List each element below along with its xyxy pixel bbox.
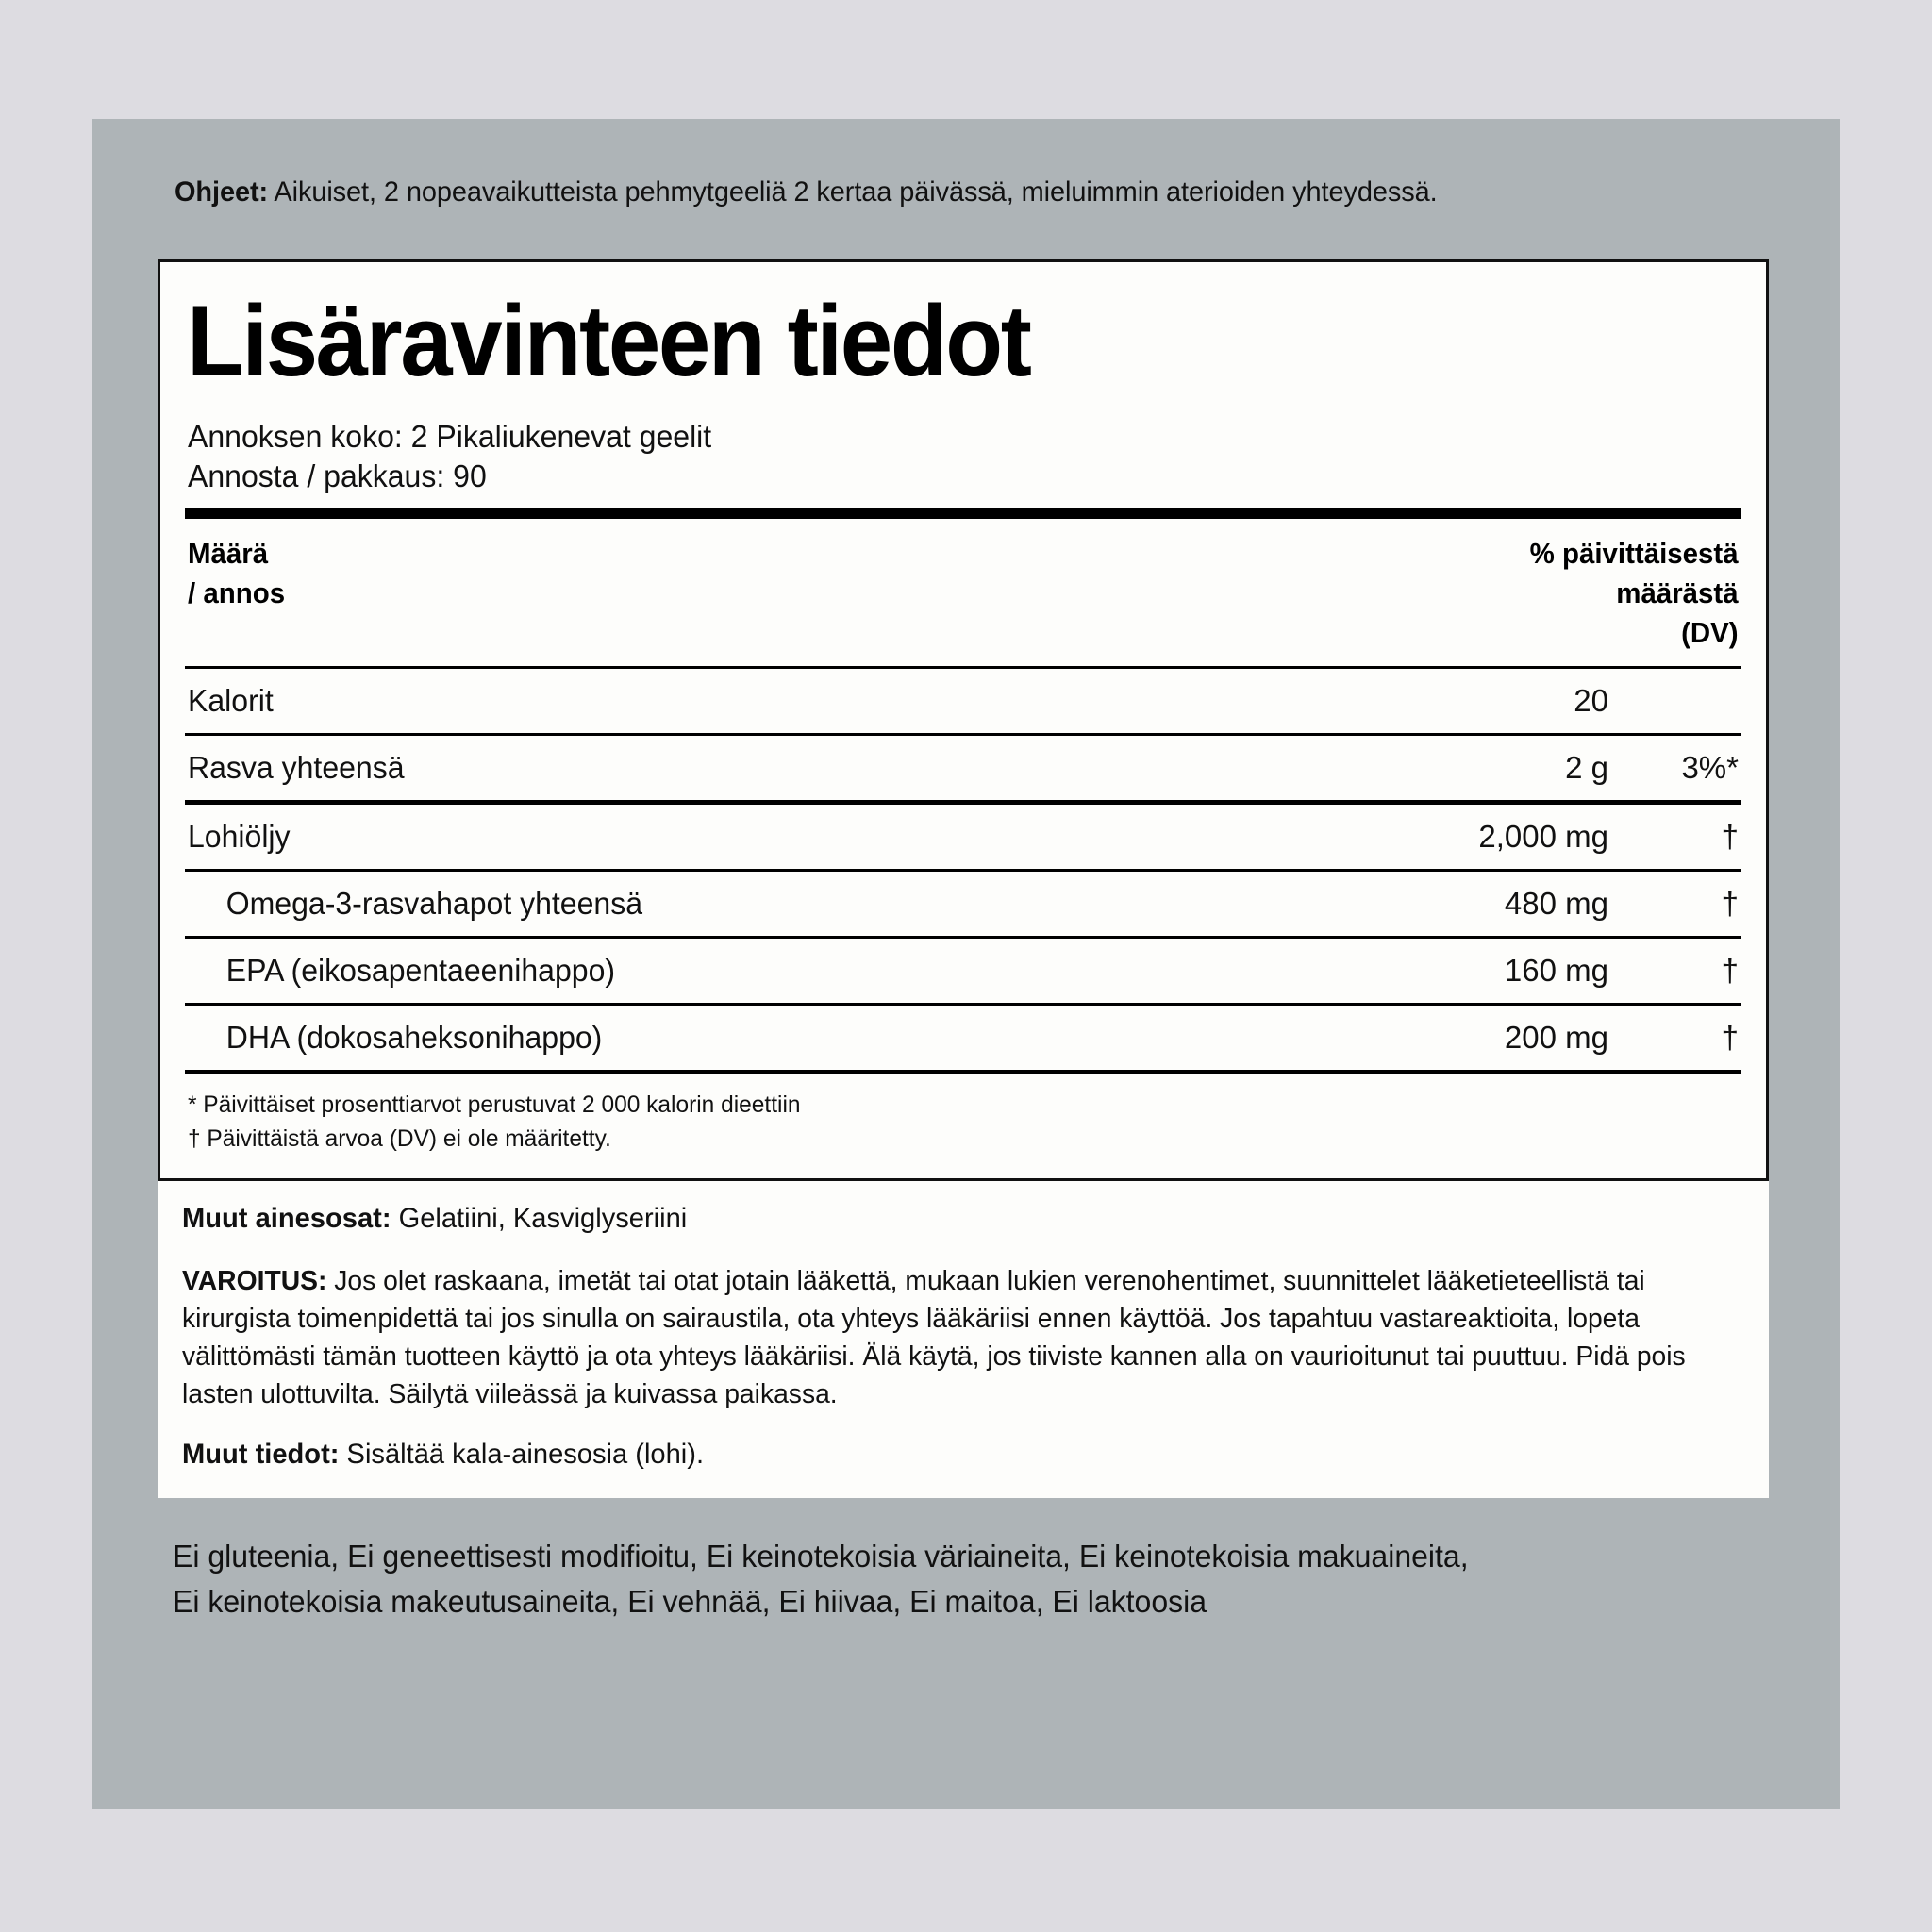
nutrient-dv: †	[1721, 952, 1739, 988]
nutrient-amount: 2 g	[1565, 749, 1608, 785]
table-row	[185, 736, 1741, 800]
nutrient-dv: †	[1721, 1019, 1739, 1055]
table-header-row	[185, 519, 1741, 666]
serving-size: Annoksen koko: 2 Pikaliukenevat geelit	[188, 418, 712, 454]
footnote-asterisk: * Päivittäiset prosenttiarvot perustuvat 2 000 kalorin dieettiin	[187, 1091, 801, 1118]
free-from-line-2: Ei keinotekoisia makeutusaineita, Ei vehnää, Ei hiivaa, Ei maitoa, Ei laktoosia	[173, 1584, 1208, 1619]
free-from-line-1: Ei gluteenia, Ei geneettisesti modifioitu, Ei keinotekoisia väriaineita, Ei keinotekoisia makuaineita,	[173, 1539, 1469, 1574]
table-row	[185, 1006, 1741, 1070]
directions-text: Aikuiset, 2 nopeavaikutteista pehmytgeeliä 2 kertaa päivässä, mieluimmin aterioiden yhteydessä.	[268, 176, 1438, 208]
other-info-label: Muut tiedot:	[182, 1439, 340, 1470]
lower-info-block	[158, 1181, 1769, 1498]
facts-title: Lisäravinteen tiedot	[187, 284, 1030, 397]
other-ingredients-line	[182, 1200, 1697, 1238]
table-row	[185, 872, 1741, 936]
rule-thick-top	[185, 508, 1741, 519]
nutrient-amount: 480 mg	[1504, 885, 1608, 921]
other-info-text: Sisältää kala-ainesosia (lohi).	[339, 1439, 705, 1470]
supplement-facts-card	[158, 259, 1769, 1181]
nutrient-name: Rasva yhteensä	[188, 749, 405, 785]
nutrient-amount: 200 mg	[1504, 1019, 1608, 1055]
header-dv-line1: % päivittäisestä	[1530, 536, 1739, 570]
header-dv-line2: määrästä	[1616, 575, 1739, 609]
footnote-dagger: † Päivittäistä arvoa (DV) ei ole määritetty.	[187, 1124, 611, 1152]
header-amount-line2: / annos	[188, 575, 286, 609]
warning-paragraph	[182, 1262, 1706, 1413]
nutrient-name: Omega-3-rasvahapot yhteensä	[225, 885, 643, 921]
nutrient-name: Lohiöljy	[188, 818, 291, 854]
free-from-claims	[173, 1534, 1710, 1624]
nutrient-dv: †	[1721, 885, 1739, 921]
other-ingredients-label: Muut ainesosat:	[182, 1203, 391, 1234]
nutrient-dv: 3%*	[1681, 749, 1739, 785]
warning-text: Jos olet raskaana, imetät tai otat jotain lääkettä, mukaan lukien verenohentimet, suunnittelet lääketieteellistä tai kirurgista toimenpidettä tai jos sinulla on sairaustila, ota yhteys lääkäriisi ennen käyttöä. Jos tapahtuu vastareaktioita, lopeta välittömästi tämän tuotteen käyttö ja ota yhteys lääkäriisi. Älä käytä, jos tiiviste kannen alla on vaurioitunut tai puuttuu. Pidä pois lasten ulottuvilta. Säilytä viileässä ja kuivassa paikassa.	[182, 1266, 1686, 1409]
serving-info	[185, 417, 1741, 496]
nutrient-dv: †	[1721, 818, 1739, 854]
table-row	[185, 939, 1741, 1003]
other-ingredients-text: Gelatiini, Kasviglyseriini	[391, 1203, 688, 1234]
footnotes	[185, 1074, 1710, 1161]
servings-per-container: Annosta / pakkaus: 90	[188, 458, 487, 493]
nutrient-name: EPA (eikosapentaeenihappo)	[225, 952, 616, 988]
nutrient-amount: 2,000 mg	[1478, 818, 1608, 854]
table-header-dv	[1530, 534, 1739, 653]
header-dv-line3: (DV)	[1681, 615, 1739, 649]
table-row	[185, 669, 1741, 733]
directions-line	[175, 175, 1668, 210]
header-amount-line1: Määrä	[188, 536, 269, 570]
nutrient-amount: 20	[1574, 682, 1608, 718]
nutrient-amount: 160 mg	[1504, 952, 1608, 988]
table-row	[185, 805, 1741, 869]
nutrient-name: DHA (dokosaheksonihappo)	[225, 1019, 603, 1055]
table-header-amount	[188, 534, 285, 653]
nutrient-name: Kalorit	[188, 682, 274, 718]
warning-label: VAROITUS:	[182, 1266, 327, 1296]
other-info-line	[182, 1436, 1697, 1474]
directions-label: Ohjeet:	[175, 176, 269, 208]
